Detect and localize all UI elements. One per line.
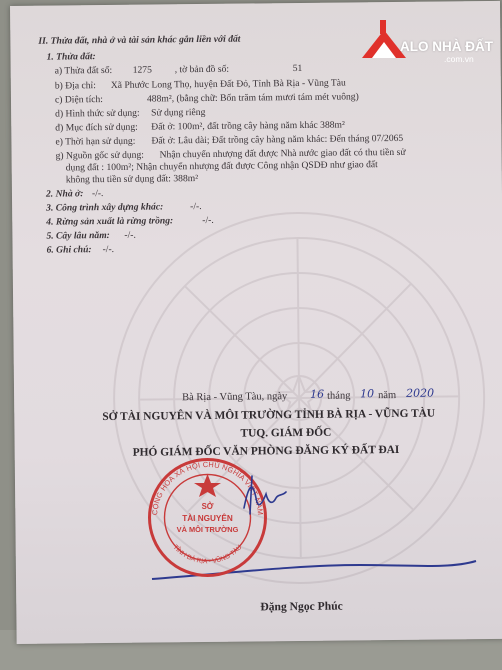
seal-center-mid: TÀI NGUYÊN [182,514,233,523]
address: Xã Phước Long Thọ, huyện Đất Đỏ, Tỉnh Bà Rịa - Vũng Tàu [110,77,346,91]
usage-origin-label: g) Nguồn gốc sử dụng: [55,149,144,162]
seal-center-top: SỞ [201,502,214,511]
seal-center-bottom: VÀ MÔI TRƯỜNG [176,525,239,534]
perennial-trees-value: -/-. [124,229,136,241]
planted-forest-value: -/-. [202,214,214,226]
signing-place: Bà Rịa - Vũng Tàu, ngày [182,391,288,404]
svg-text:TỈNH BÀ RỊA - VŨNG TÀU [172,544,244,566]
other-construction-value: -/-. [190,201,202,213]
on-behalf-of: TUQ. GIÁM ĐỐC [240,426,332,440]
alonhadat-logo [358,6,502,66]
signing-day: 16 [310,387,325,401]
land-heading: 1. Thửa đất: [46,51,96,63]
month-label: tháng [327,390,351,402]
notes-label: 6. Ghi chú: [46,244,92,256]
planted-forest-label: 4. Rừng sản xuất là rừng trồng: [46,215,174,228]
signer-title: PHÓ GIÁM ĐỐC VĂN PHÒNG ĐĂNG KÝ ĐẤT ĐAI [132,443,400,459]
year-label: năm [378,389,397,402]
map-number: 51 [292,62,303,75]
area: 488m², (bằng chữ: Bốn trăm tám mươi tám mét vuông) [146,91,359,105]
usage-origin-line-2: dụng đất : 100m²; Nhận chuyển nhượng đất được Công nhận QSDĐ như giao đất [65,159,378,174]
house-value: -/-. [91,188,104,200]
watermark-brand: ALO NHÀ ĐẤT [400,39,493,54]
notes-value: -/-. [102,243,115,256]
usage-purpose: Đất ở: 100m², đất trồng cây hàng năm khác 388m² [151,119,345,133]
signer-name: Đặng Ngọc Phúc [260,599,343,614]
usage-term-label: e) Thời hạn sử dụng: [55,135,136,148]
watermark-domain: .com.vn [444,54,474,64]
usage-origin-line-1: Nhận chuyển nhượng đất được Nhà nước giao đất có thu tiền sử [159,146,406,161]
usage-origin-line-3: không thu tiền sử dụng đất: 388m² [65,173,199,186]
usage-form: Sử dụng riêng [151,106,206,119]
handwritten-signature [238,468,298,523]
map-number-label: , tờ bản đồ số: [174,63,230,76]
usage-term: Đất ở: Lâu dài; Đất trồng cây hàng năm khác: Đến tháng 07/2065 [151,132,404,147]
address-label: b) Địa chỉ: [54,80,96,92]
area-label: c) Diện tích: [54,94,103,106]
plot-number: 1275 [132,64,152,76]
seal-outer-text: CỘNG HÒA XÃ HỘI CHỦ NGHĨA VIỆT NAM [150,459,266,516]
plot-number-label: a) Thửa đất số: [54,64,113,77]
other-construction-label: 3. Công trình xây dựng khác: [46,201,164,214]
seal-bottom-text: TỈNH BÀ RỊA - VŨNG TÀU [171,543,244,566]
usage-form-label: d) Hình thức sử dụng: [55,107,140,120]
signing-month: 10 [360,387,375,401]
usage-purpose-label: đ) Mục đích sử dụng: [55,121,138,134]
issuing-agency: SỞ TÀI NGUYÊN VÀ MÔI TRƯỜNG TỈNH BÀ RỊA - VŨNG TÀU [102,407,436,424]
perennial-trees-label: 5. Cây lâu năm: [46,229,110,242]
signing-year: 2020 [406,386,435,400]
house-label: 2. Nhà ở: [45,188,84,200]
section-heading: II. Thửa đất, nhà ở và tài sản khác gắn liền với đất [38,33,241,47]
